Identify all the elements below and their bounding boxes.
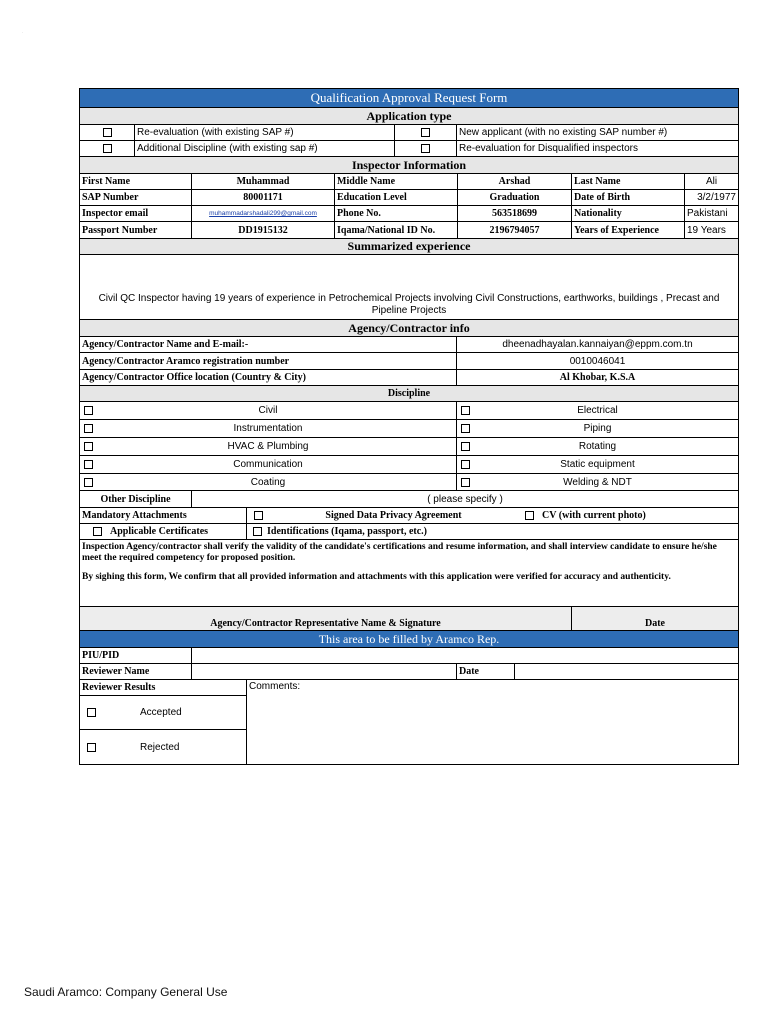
inspector-row-email: [80, 206, 738, 222]
agency-row-registration: [80, 353, 738, 370]
coating-label: Coating: [250, 476, 286, 488]
discipline-header: Discipline: [80, 386, 738, 401]
attachments-row-1: [80, 508, 738, 524]
agency-location-label: Agency/Contractor Office location (Country & City): [80, 370, 457, 385]
electrical-checkbox[interactable]: [461, 406, 470, 415]
discipline-cell-welding: [457, 474, 738, 490]
notice-row: [80, 540, 738, 607]
reviewer-row: [80, 664, 738, 680]
nationality-value[interactable]: Pakistani: [687, 208, 728, 219]
date-of-birth-value[interactable]: 3/2/1977: [697, 192, 736, 203]
re-evaluation-checkbox[interactable]: [103, 128, 112, 137]
experience-body-row: [80, 255, 738, 320]
discipline-row-1: [80, 402, 738, 420]
accepted-checkbox[interactable]: [87, 708, 96, 717]
hvac-checkbox[interactable]: [84, 442, 93, 451]
agency-header: Agency/Contractor info: [80, 320, 738, 336]
iqama-label: Iqama/National ID No.: [335, 222, 458, 238]
piu-input[interactable]: [192, 648, 738, 663]
disqualified-reevaluation-label: Re-evaluation for Disqualified inspectors: [459, 143, 638, 154]
phone-value[interactable]: 563518699: [458, 206, 572, 221]
inspector-header: Inspector Information: [80, 157, 738, 173]
comments-area[interactable]: [247, 680, 738, 764]
checkbox-cell: [247, 508, 269, 523]
re-evaluation-label: Re-evaluation (with existing SAP #): [135, 125, 395, 140]
phone-label: Phone No.: [335, 206, 458, 221]
checkbox-cell: [80, 141, 135, 156]
qualification-form: [79, 88, 739, 765]
discipline-cell-rotating: [457, 438, 738, 455]
middle-name-label: Middle Name: [335, 174, 458, 189]
discipline-cell-hvac: [80, 438, 457, 455]
additional-discipline-checkbox[interactable]: [103, 144, 112, 153]
piu-row: [80, 648, 738, 664]
comments-label: Comments:: [249, 681, 301, 692]
reviewer-results-label: Reviewer Results: [80, 680, 246, 696]
first-name-value[interactable]: Muhammad: [192, 174, 335, 189]
signed-privacy-label: Signed Data Privacy Agreement: [325, 510, 462, 521]
discipline-cell-electrical: [457, 402, 738, 419]
application-type-row-1: [80, 125, 738, 141]
communication-label: Communication: [233, 459, 303, 470]
iqama-value[interactable]: 2196794057: [458, 222, 572, 238]
checkbox-cell: [518, 508, 540, 523]
mandatory-attachments-label: Mandatory Attachments: [80, 508, 247, 523]
education-level-value[interactable]: Graduation: [458, 190, 572, 205]
new-applicant-label: New applicant (with no existing SAP number #): [459, 127, 668, 138]
years-experience-value[interactable]: 19 Years: [687, 224, 726, 236]
notice-paragraph-2: By sighing this form, We confirm that all provided information and attachments with this application were verified for accuracy and authenticity.: [82, 572, 671, 582]
form-title-row: [80, 89, 738, 108]
communication-checkbox[interactable]: [84, 460, 93, 469]
agency-row-name: [80, 337, 738, 353]
additional-discipline-label: Additional Discipline (with existing sap #): [135, 141, 395, 156]
inspector-row-sap: [80, 190, 738, 206]
piping-label: Piping: [583, 423, 612, 434]
static-equipment-label: Static equipment: [560, 459, 635, 470]
date-of-birth-label: Date of Birth: [572, 190, 685, 205]
piu-label: PIU/PID: [80, 648, 192, 663]
notice-paragraph-1: Inspection Agency/contractor shall verify the validity of the candidate's certifications and resume information, and shall interview candidate to ensure he/she meet the required competency for proposed position.: [82, 542, 717, 563]
cv-label: CV (with current photo): [542, 510, 646, 521]
passport-number-label: Passport Number: [80, 222, 192, 238]
piping-checkbox[interactable]: [461, 424, 470, 433]
electrical-label: Electrical: [577, 405, 618, 416]
applicable-certificates-cell: [80, 524, 247, 539]
identifications-cell: [247, 524, 738, 539]
reviewer-name-input[interactable]: [192, 664, 457, 679]
inspector-row-passport: [80, 222, 738, 239]
rejected-checkbox[interactable]: [87, 743, 96, 752]
application-type-header: Application type: [80, 108, 738, 124]
hvac-label: HVAC & Plumbing: [227, 441, 309, 452]
discipline-cell-instrumentation: [80, 420, 457, 437]
last-name-value[interactable]: Ali: [705, 176, 718, 187]
sap-number-label: SAP Number: [80, 190, 192, 205]
years-experience-label: Years of Experience: [572, 222, 685, 238]
discipline-cell-piping: [457, 420, 738, 437]
signed-privacy-checkbox[interactable]: [254, 511, 263, 520]
accepted-label: Accepted: [140, 707, 182, 718]
discipline-header-row: [80, 386, 738, 402]
middle-name-value[interactable]: Arshad: [458, 174, 572, 189]
agency-row-location: [80, 370, 738, 386]
identifications-label: Identifications (Iqama, passport, etc.): [267, 526, 427, 537]
education-level-label: Education Level: [335, 190, 458, 205]
accepted-cell: [80, 696, 246, 730]
application-type-row-2: [80, 141, 738, 157]
experience-header: Summarized experience: [80, 239, 738, 254]
other-discipline-input[interactable]: ( please specify ): [427, 493, 503, 505]
identifications-checkbox[interactable]: [253, 527, 262, 536]
attachments-row-2: [80, 524, 738, 540]
first-name-label: First Name: [80, 174, 192, 189]
applicable-certificates-checkbox[interactable]: [93, 527, 102, 536]
signature-date-label[interactable]: Date: [572, 607, 738, 630]
inspector-email-label: Inspector email: [80, 206, 192, 221]
rejected-cell: [80, 730, 246, 764]
reviewer-date-input[interactable]: [515, 664, 738, 679]
aramco-header-row: [80, 631, 738, 648]
discipline-cell-civil: [80, 402, 457, 419]
inspector-header-row: [80, 157, 738, 174]
rep-signature-label[interactable]: Agency/Contractor Representative Name & Signature: [80, 607, 572, 630]
civil-checkbox[interactable]: [84, 406, 93, 415]
last-name-label: Last Name: [572, 174, 685, 189]
application-type-header-row: [80, 108, 738, 125]
rotating-label: Rotating: [578, 441, 617, 452]
rejected-label: Rejected: [140, 741, 180, 753]
coating-checkbox[interactable]: [84, 478, 93, 487]
other-discipline-row: [80, 491, 738, 508]
reviewer-results-column: [80, 680, 247, 764]
checkbox-cell: [395, 125, 457, 140]
agency-email-value[interactable]: dheenadhayalan.kannaiyan@eppm.com.tn: [502, 339, 693, 350]
reviewer-results-row: [80, 680, 738, 764]
signature-row: [80, 607, 738, 631]
discipline-row-5: [80, 474, 738, 491]
inspector-email-link[interactable]: muhammadarshadali299@gmail.com: [192, 206, 335, 221]
experience-header-row: [80, 239, 738, 255]
discipline-row-2: [80, 420, 738, 438]
experience-text[interactable]: Civil QC Inspector having 19 years of experience in Petrochemical Projects involving Civil Constructions, earthworks, buildings , Precast and Pipeline Projects: [98, 293, 720, 316]
welding-label: Welding & NDT: [563, 476, 632, 488]
new-applicant-checkbox[interactable]: [421, 128, 430, 137]
passport-number-value[interactable]: DD1915132: [192, 222, 335, 238]
disqualified-reevaluation-checkbox[interactable]: [421, 144, 430, 153]
discipline-cell-communication: [80, 456, 457, 473]
margin-mark: ·: [22, 30, 24, 35]
rotating-checkbox[interactable]: [461, 442, 470, 451]
applicable-certificates-label: Applicable Certificates: [110, 526, 209, 537]
sap-number-value[interactable]: 80001171: [192, 190, 335, 205]
reviewer-name-label: Reviewer Name: [80, 664, 192, 679]
static-equipment-checkbox[interactable]: [461, 460, 470, 469]
instrumentation-label: Instrumentation: [233, 423, 303, 434]
discipline-row-3: [80, 438, 738, 456]
instrumentation-checkbox[interactable]: [84, 424, 93, 433]
cv-checkbox[interactable]: [525, 511, 534, 520]
form-title: Qualification Approval Request Form: [80, 89, 738, 107]
checkbox-cell: [395, 141, 457, 156]
inspector-row-name: [80, 174, 738, 190]
agency-registration-label: Agency/Contractor Aramco registration number: [80, 353, 457, 369]
classification-footer: Saudi Aramco: Company General Use: [24, 985, 228, 999]
discipline-cell-static-equipment: [457, 456, 738, 473]
discipline-row-4: [80, 456, 738, 474]
agency-location-value[interactable]: Al Khobar, K.S.A: [559, 372, 636, 383]
civil-label: Civil: [258, 405, 278, 416]
welding-checkbox[interactable]: [461, 478, 470, 487]
discipline-cell-coating: [80, 474, 457, 490]
agency-header-row: [80, 320, 738, 337]
checkbox-cell: [80, 125, 135, 140]
other-discipline-label: Other Discipline: [80, 491, 192, 507]
reviewer-date-label: Date: [457, 664, 515, 679]
agency-name-label: Agency/Contractor Name and E-mail:-: [80, 337, 457, 352]
nationality-label: Nationality: [572, 206, 685, 221]
aramco-header: This area to be filled by Aramco Rep.: [80, 631, 738, 647]
agency-registration-value[interactable]: 0010046041: [569, 355, 626, 367]
